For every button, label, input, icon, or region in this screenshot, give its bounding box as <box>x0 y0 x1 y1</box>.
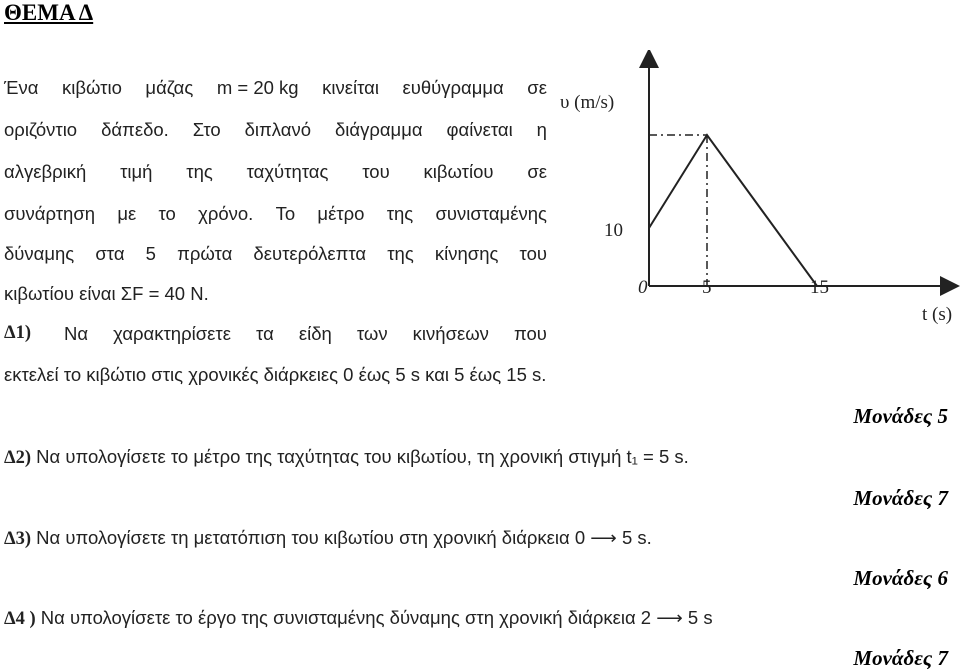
intro-word: τιμή <box>120 161 153 182</box>
intro-word: του <box>519 243 547 264</box>
points-d2: Μονάδες 7 <box>853 486 948 510</box>
intro-line-1 <box>4 77 547 99</box>
question-d3-text: Να υπολογίσετε τη μετατόπιση του κιβωτίου στη χρονική διάρκεια 0 ⟶ 5 s. <box>36 527 652 548</box>
intro-word: μέτρο <box>317 203 365 224</box>
intro-line-4 <box>4 203 547 225</box>
question-d3 <box>4 527 652 550</box>
y-axis-label: υ (m/s) <box>560 92 615 113</box>
intro-word: πρώτα <box>177 243 233 264</box>
question-d1-word: είδη <box>298 323 332 344</box>
page-title: ΘΕΜΑ Δ <box>4 0 94 25</box>
question-d1-word: που <box>514 323 547 344</box>
intro-word: της <box>387 243 414 264</box>
question-d1-line2: εκτελεί το κιβώτιο στις χρονικές διάρκειες 0 έως 5 s και 5 έως 15 s. <box>4 364 547 385</box>
intro-word: ταχύτητας <box>246 161 329 182</box>
question-d1-word: τα <box>256 323 274 344</box>
question-d1-word: κινήσεων <box>412 323 489 344</box>
intro-word: Το <box>275 203 296 224</box>
intro-word: του <box>362 161 390 182</box>
intro-word: το <box>158 203 176 224</box>
question-d1-label: Δ1) <box>4 323 32 343</box>
intro-word: της <box>386 203 414 224</box>
intro-word: κιβωτίου <box>423 161 494 182</box>
question-d1-word: των <box>356 323 388 344</box>
question-d2 <box>4 446 689 469</box>
velocity-series-line <box>649 135 817 286</box>
x-tick-label-15: 15 <box>810 277 829 298</box>
intro-word: διπλανό <box>244 119 312 140</box>
intro-word: μάζας <box>145 77 194 98</box>
intro-line-2 <box>4 119 547 141</box>
intro-word: διάγραμμα <box>334 119 423 140</box>
intro-word: αλγεβρική <box>4 161 87 182</box>
intro-word: σε <box>527 77 547 98</box>
intro-word: m = 20 kg <box>216 77 299 98</box>
intro-line-5 <box>4 243 547 265</box>
intro-word: 5 <box>145 243 156 264</box>
x-axis-label: t (s) <box>922 304 953 325</box>
intro-line-3 <box>4 161 547 183</box>
intro-word: κιβώτιο <box>61 77 122 98</box>
intro-word: στα <box>95 243 125 264</box>
question-d2-text: Να υπολογίσετε το μέτρο της ταχύτητας του κιβωτίου, τη χρονική στιγμή t₁ = 5 s. <box>36 446 689 467</box>
intro-word: δύναμης <box>4 243 75 264</box>
question-d4-label: Δ4 ) <box>4 609 36 629</box>
question-d4 <box>4 607 713 630</box>
y-tick-label-10: 10 <box>604 220 623 241</box>
intro-line-6: κιβωτίου είναι ΣF = 40 N. <box>4 283 209 304</box>
question-d1 <box>4 323 547 345</box>
intro-word: κίνησης <box>434 243 499 264</box>
intro-word: δευτερόλεπτα <box>253 243 367 264</box>
intro-word: Ένα <box>4 77 39 98</box>
intro-word: φαίνεται <box>446 119 513 140</box>
x-tick-label-0: 0 <box>638 277 648 298</box>
points-d4: Μονάδες 7 <box>853 646 948 670</box>
intro-word: σε <box>527 161 547 182</box>
question-d3-label: Δ3) <box>4 529 32 549</box>
velocity-time-graph <box>560 50 960 340</box>
points-d1: Μονάδες 5 <box>853 404 948 428</box>
question-d4-text: Να υπολογίσετε το έργο της συνισταμένης δύναμης στη χρονική διάρκεια 2 ⟶ 5 s <box>40 607 713 628</box>
intro-word: χρόνο. <box>198 203 254 224</box>
intro-word: Στο <box>192 119 221 140</box>
intro-word: με <box>117 203 137 224</box>
intro-word: συνάρτηση <box>4 203 96 224</box>
intro-word: κινείται <box>322 77 379 98</box>
question-d1-word: χαρακτηρίσετε <box>113 323 231 344</box>
question-d1-word: Να <box>64 323 89 344</box>
intro-word: δάπεδο. <box>101 119 169 140</box>
question-d2-label: Δ2) <box>4 448 32 468</box>
intro-word: ευθύγραμμα <box>402 77 504 98</box>
intro-word: οριζόντιο <box>4 119 78 140</box>
points-d3: Μονάδες 6 <box>853 566 948 590</box>
question-d1-line1 <box>64 323 547 345</box>
x-tick-label-5: 5 <box>702 277 712 298</box>
intro-word: η <box>536 119 547 140</box>
intro-word: συνισταμένης <box>435 203 547 224</box>
intro-word: της <box>186 161 213 182</box>
